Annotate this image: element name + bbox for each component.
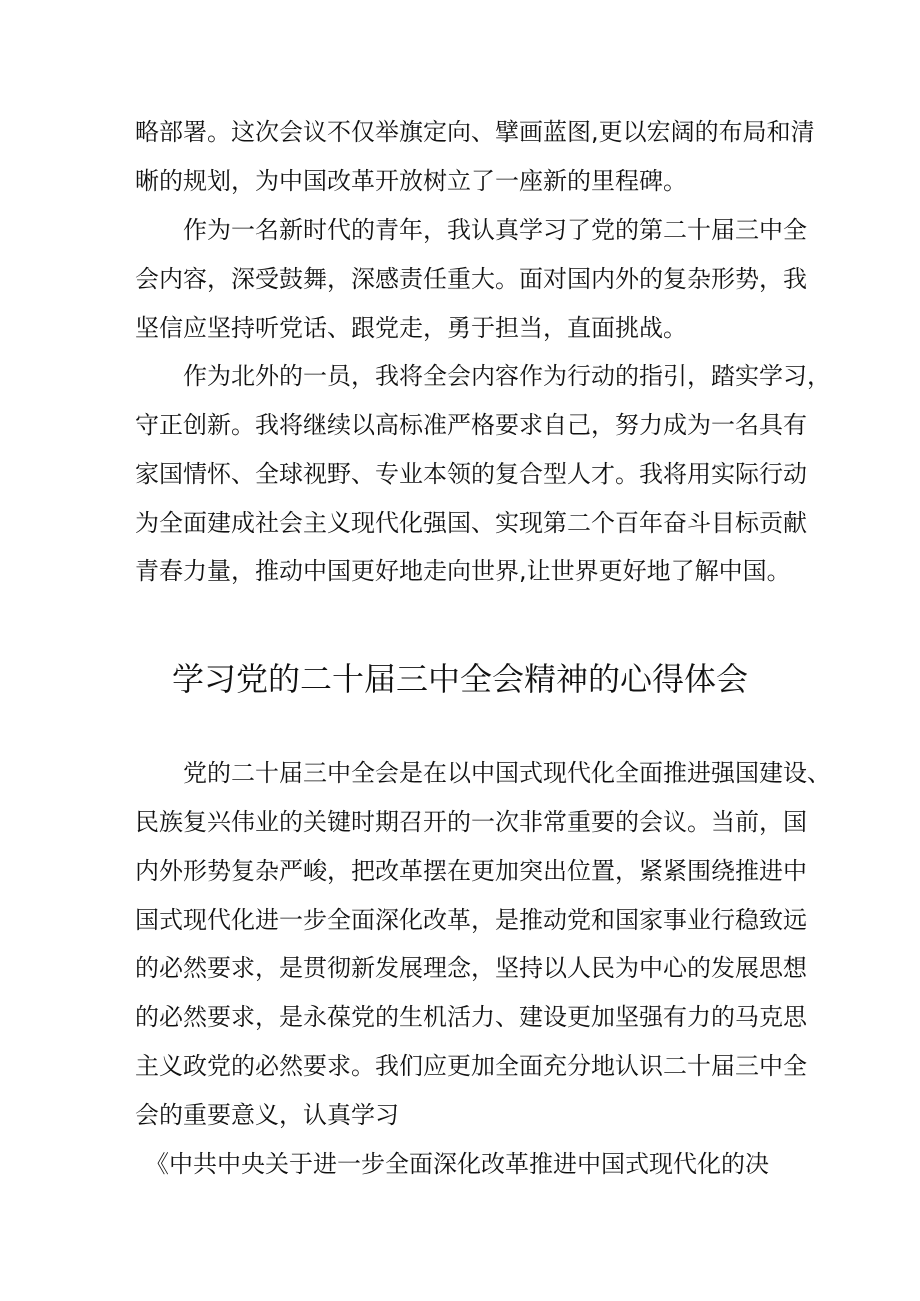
paragraph-3-line-4: 为全面建成社会主义现代化强国、实现第二个百年奋斗目标贡献 [135,509,807,537]
paragraph-4-line-7: 主义政党的必然要求。我们应更加全面充分地认识二十届三中全 [135,1052,807,1080]
paragraph-3-line-2: 守正创新。我将继续以高标准严格要求自己，努力成为一名具有 [135,411,807,439]
paragraph-4-line-1: 党的二十届三中全会是在以中国式现代化全面推进强国建设、 [183,759,831,787]
paragraph-4-line-9: 《中共中央关于进一步全面深化改革推进中国式现代化的决 [145,1150,769,1178]
paragraph-3-line-3: 家国情怀、全球视野、专业本领的复合型人才。我将用实际行动 [135,460,807,488]
paragraph-4-line-2: 民族复兴伟业的关键时期召开的一次非常重要的会议。当前，国 [135,808,807,836]
paragraph-4-line-6: 的必然要求，是永葆党的生机活力、建设更加坚强有力的马克思 [135,1003,807,1031]
paragraph-2-line-3: 坚信应坚持听党话、跟党走，勇于担当，直面挑战。 [135,314,687,342]
paragraph-3-line-5: 青春力量，推动中国更好地走向世界,让世界更好地了解中国。 [135,557,791,585]
paragraph-3-line-1: 作为北外的一员，我将全会内容作为行动的指引，踏实学习， [183,362,831,390]
section-title: 学习党的二十届三中全会精神的心得体会 [171,660,748,698]
paragraph-4-line-8: 会的重要意义，认真学习 [135,1101,399,1129]
paragraph-4-line-5: 的必然要求，是贯彻新发展理念，坚持以人民为中心的发展思想 [135,954,807,982]
paragraph-4-line-4: 国式现代化进一步全面深化改革，是推动党和国家事业行稳致远 [135,906,807,934]
paragraph-1-line-1: 略部署。这次会议不仅举旗定向、擘画蓝图,更以宏阔的布局和清 [135,118,815,146]
paragraph-2-line-2: 会内容，深受鼓舞，深感责任重大。面对国内外的复杂形势，我 [135,265,807,293]
paragraph-4-line-3: 内外形势复杂严峻，把改革摆在更加突出位置，紧紧围绕推进中 [135,857,807,885]
paragraph-2-line-1: 作为一名新时代的青年，我认真学习了党的第二十届三中全 [183,216,807,244]
paragraph-1-line-2: 晰的规划，为中国改革开放树立了一座新的里程碑。 [135,167,687,195]
